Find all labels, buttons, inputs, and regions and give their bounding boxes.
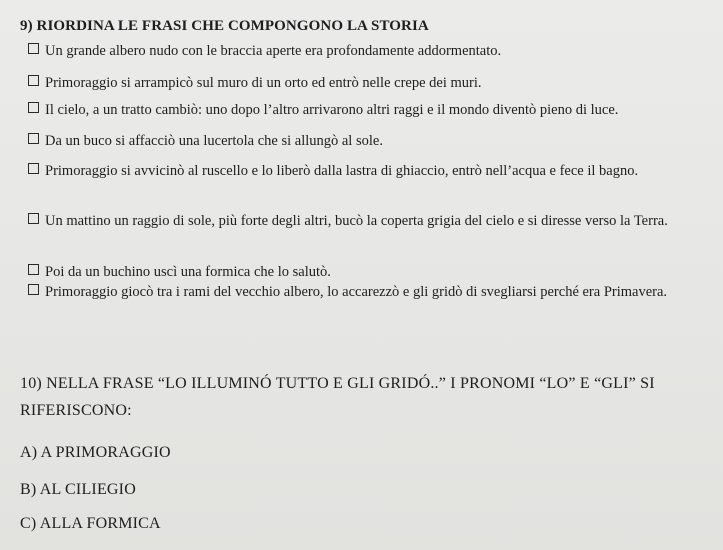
sentence-item[interactable] [20, 262, 700, 283]
checkbox[interactable] [28, 213, 39, 224]
checkbox[interactable] [28, 75, 39, 86]
sentence-text: Da un buco si affacciò una lucertola che si allungò al sole. [45, 133, 383, 149]
checkbox[interactable] [28, 133, 39, 144]
exercise-10-question: 10) NELLA FRASE “LO ILLUMINÓ TUTTO E GLI GRIDÓ..” I PRONOMI “LO” E “GLI” SI RIFERISCONO: [20, 375, 655, 419]
sentence-text: Poi da un buchino uscì una formica che lo salutò. [45, 264, 331, 280]
sentence-text: Primoraggio giocò tra i rami del vecchio albero, lo accarezzò e gli gridò di svegliarsi perché era Primavera. [45, 284, 668, 300]
answer-option-b[interactable]: B) AL CILIEGIO [20, 481, 136, 498]
answer-option-a[interactable]: A) A PRIMORAGGIO [20, 444, 171, 461]
checkbox[interactable] [28, 102, 39, 113]
sentence-text: Primoraggio si avvicinò al ruscello e lo liberò dalla lastra di ghiaccio, entrò nell’acqua e fece il bagno. [45, 163, 639, 179]
sentence-item[interactable] [20, 282, 700, 303]
sentence-item[interactable] [20, 41, 700, 62]
sentence-item[interactable] [20, 161, 700, 182]
sentence-text: Un grande albero nudo con le braccia aperte era profondamente addormentato. [45, 43, 502, 59]
checkbox[interactable] [28, 264, 39, 275]
sentence-text: Primoraggio si arrampicò sul muro di un orto ed entrò nelle crepe dei muri. [45, 75, 482, 91]
sentence-item[interactable] [20, 73, 700, 94]
exercise-9-heading: 9) RIORDINA LE FRASI CHE COMPONGONO LA STORIA [20, 18, 429, 34]
checkbox[interactable] [28, 284, 39, 295]
sentence-item[interactable] [20, 131, 700, 152]
checkbox[interactable] [28, 43, 39, 54]
sentence-text: Il cielo, a un tratto cambiò: uno dopo l’altro arrivarono altri raggi e il mondo diventò pieno di luce. [45, 102, 619, 118]
sentence-item[interactable] [20, 211, 700, 232]
sentence-item[interactable] [20, 100, 700, 121]
sentence-text: Un mattino un raggio di sole, più forte degli altri, bucò la coperta grigia del cielo e si diresse verso la Terra. [45, 213, 668, 229]
checkbox[interactable] [28, 163, 39, 174]
answer-option-c[interactable]: C) ALLA FORMICA [20, 515, 161, 532]
